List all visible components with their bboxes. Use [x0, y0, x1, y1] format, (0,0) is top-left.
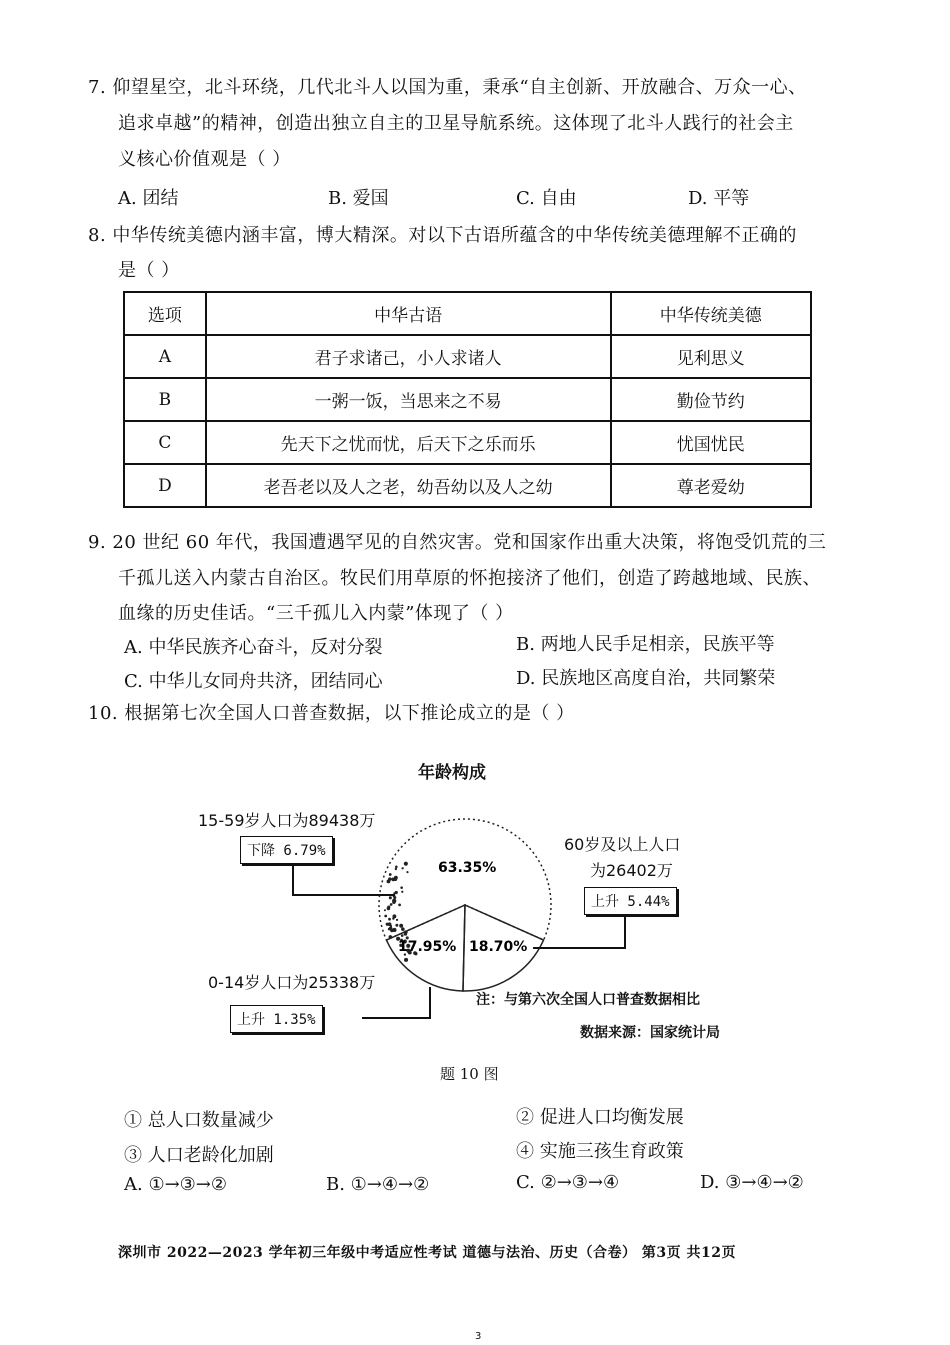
pie-slices: [379, 819, 551, 991]
pie-texture-dot: [390, 903, 393, 906]
table-cell: 见利思义: [611, 335, 811, 378]
q9-line1: 9. 20 世纪 60 年代，我国遭遇罕见的自然灾害。党和国家作出重大决策，将饱受饥荒的三: [88, 532, 827, 553]
pie-texture-dot: [384, 915, 387, 918]
q10-line1: 10. 根据第七次全国人口普查数据，以下推论成立的是（ ）: [88, 703, 575, 724]
q9-option-c: C. 中华儿女同舟共济，团结同心: [124, 671, 383, 692]
q7-option-d: D. 平等: [688, 188, 750, 209]
q10-item-2: ② 促进人口均衡发展: [516, 1107, 684, 1128]
q10-item-4: ④ 实施三孩生育政策: [516, 1141, 684, 1162]
change-60plus: 上升 5.44%: [584, 887, 677, 915]
table-cell: 君子求诸己，小人求诸人: [206, 335, 611, 378]
label-60plus-line2: 为26402万: [590, 861, 673, 880]
pie-texture-dot: [402, 867, 404, 869]
table-cell: 忧国忧民: [611, 421, 811, 464]
change-15-59: 下降 6.79%: [240, 836, 333, 864]
q10-option-c: C. ②→③→④: [516, 1172, 620, 1193]
q10-option-d: D. ③→④→②: [700, 1172, 804, 1193]
table-cell: 先天下之忧而忧，后天下之乐而乐: [206, 421, 611, 464]
pie-texture-dot: [404, 958, 408, 962]
label-0-14: 0-14岁人口为25338万: [208, 973, 376, 992]
pie-texture-dot: [395, 891, 398, 894]
q10-option-b: B. ①→④→②: [326, 1174, 430, 1195]
q9-option-d: D. 民族地区高度自治，共同繁荣: [516, 668, 776, 689]
pie-texture-dot: [392, 899, 396, 903]
pie-texture-dot: [396, 919, 398, 921]
table-header: 选项: [124, 292, 206, 335]
table-cell: B: [124, 378, 206, 421]
q7-option-c: C. 自由: [516, 188, 577, 209]
pie-texture-dot: [387, 905, 390, 908]
pie-label-60plus: 18.70%: [469, 939, 528, 955]
pie-texture-dot: [401, 891, 403, 893]
pie-texture-dot: [395, 865, 398, 868]
table-header: 中华传统美德: [611, 292, 811, 335]
pie-texture-dot: [404, 862, 408, 866]
pie-label-15-59: 63.35%: [438, 860, 497, 876]
pie-texture-dot: [400, 925, 403, 928]
pie-texture-dot: [406, 871, 408, 873]
chart-title: 年龄构成: [418, 763, 486, 783]
table-cell: A: [124, 335, 206, 378]
q9-line3: 血缘的历史佳话。“三千孤儿入内蒙”体现了（ ）: [118, 603, 514, 624]
page-number: 3: [475, 1331, 482, 1342]
table-cell: 老吾老以及人之老，幼吾幼以及人之幼: [206, 464, 611, 507]
table-cell: C: [124, 421, 206, 464]
page-footer: 深圳市 2022—2023 学年初三年级中考适应性考试 道德与法治、历史（合卷） 第3页 共12页: [118, 1245, 737, 1261]
pie-texture-dot: [384, 909, 386, 911]
table-cell: 一粥一饭，当思来之不易: [206, 378, 611, 421]
pie-texture-dot: [401, 934, 404, 937]
pie-texture-dot: [395, 868, 397, 870]
table-cell: D: [124, 464, 206, 507]
q10-item-3: ③ 人口老龄化加剧: [124, 1145, 274, 1166]
q10-option-a: A. ①→③→②: [124, 1174, 228, 1195]
table-cell: 尊老爱幼: [611, 464, 811, 507]
pie-texture-dot: [388, 922, 392, 926]
q9-line2: 千孤儿送入内蒙古自治区。牧民们用草原的怀抱接济了他们，创造了跨越地域、民族、: [118, 568, 821, 589]
label-60plus-line1: 60岁及以上人口: [564, 835, 681, 854]
q7-line1: 7. 仰望星空，北斗环绕，几代北斗人以国为重，秉承“自主创新、开放融合、万众一心、: [88, 77, 807, 98]
pie-texture-dot: [395, 924, 398, 927]
label-15-59: 15-59岁人口为89438万: [198, 811, 376, 830]
pie-texture-dot: [404, 930, 407, 933]
pie-texture-dot: [393, 896, 396, 899]
chart-note: 注：与第六次全国人口普查数据相比: [476, 992, 700, 1008]
q8-line1: 8. 中华传统美德内涵丰富，博大精深。对以下古语所蕴含的中华传统美德理解不正确的: [88, 225, 797, 246]
pie-texture-dot: [388, 918, 391, 921]
pie-label-0-14: 17.95%: [398, 939, 457, 955]
q7-option-a: A. 团结: [118, 188, 179, 209]
q9-option-b: B. 两地人民手足相亲，民族平等: [516, 634, 775, 655]
pie-texture-dot: [393, 877, 397, 881]
pie-texture-dot: [392, 928, 396, 932]
figure-caption: 题 10 图: [440, 1065, 499, 1083]
pie-texture-dot: [400, 886, 403, 889]
table-header: 中华古语: [206, 292, 611, 335]
pie-texture-dot: [401, 927, 405, 931]
q7-line2: 追求卓越”的精神，创造出独立自主的卫星导航系统。这体现了北斗人践行的社会主: [118, 113, 794, 134]
pie-texture-dot: [398, 903, 401, 906]
q7-line3: 义核心价值观是（ ）: [118, 149, 291, 170]
q8-line2: 是（ ）: [118, 260, 180, 281]
connector-line-60plus: [533, 913, 625, 948]
pie-texture-dot: [388, 928, 391, 931]
pie-texture-dot: [388, 877, 391, 880]
pie-texture-dot: [389, 896, 392, 899]
chart-source: 数据来源：国家统计局: [580, 1025, 720, 1041]
pie-texture-dot: [392, 914, 396, 918]
change-0-14: 上升 1.35%: [230, 1005, 323, 1033]
q10-item-1: ① 总人口数量减少: [124, 1110, 274, 1131]
table-cell: 勤俭节约: [611, 378, 811, 421]
q7-option-b: B. 爱国: [328, 188, 389, 209]
q9-option-a: A. 中华民族齐心奋斗，反对分裂: [124, 637, 383, 658]
pie-texture-dot: [389, 873, 392, 876]
pie-texture-dot: [389, 935, 393, 939]
